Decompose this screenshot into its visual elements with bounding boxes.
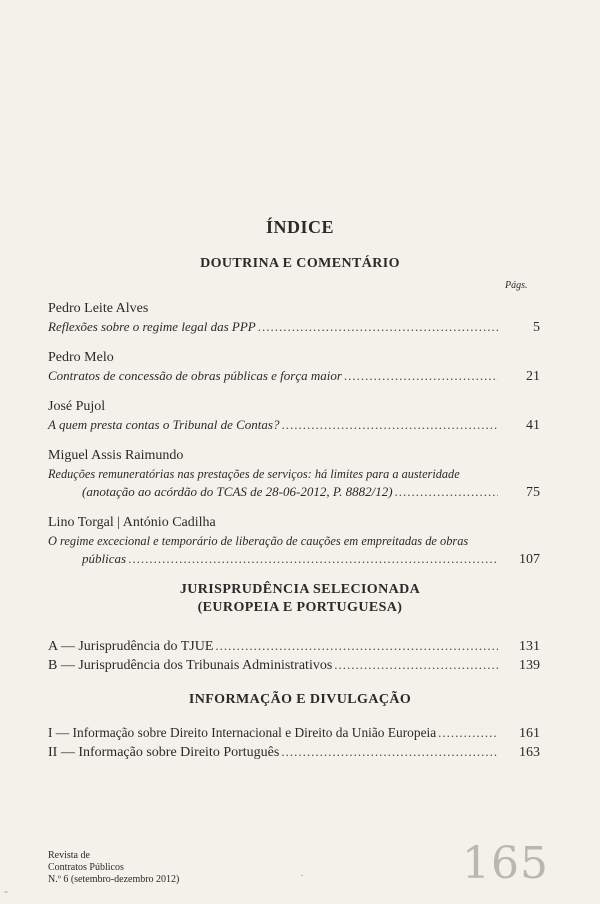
entry-page: 163 [519, 745, 540, 760]
entry-author: Lino Torgal | António Cadilha [48, 515, 216, 530]
leader-dots [281, 416, 498, 434]
footer-line3: N.º 6 (setembro-dezembro 2012) [48, 874, 180, 885]
entry-author: Pedro Leite Alves [48, 301, 149, 316]
leader-dots [344, 367, 498, 385]
toc-entry [48, 637, 540, 675]
toc-entry [48, 724, 540, 762]
entry-page: 161 [519, 726, 540, 741]
entry-page: 107 [519, 552, 540, 567]
footer-line1: Revista de [48, 850, 90, 861]
entry-author: Pedro Melo [48, 350, 114, 365]
entry-title-line1: Reduções remuneratórias nas prestações de serviços: há limites para a austeridade [48, 467, 460, 481]
entry-page: 139 [519, 658, 540, 673]
toc-entry [48, 447, 540, 502]
entry-author: José Pujol [48, 399, 106, 414]
leader-dots [281, 743, 498, 761]
toc-entry [48, 398, 540, 435]
entry-title-line2: (anotação ao acórdão do TCAS de 28-06-2012, P. 8882/12) [82, 484, 393, 499]
footer-line2: Contratos Públicos [48, 862, 124, 873]
entry-page: 131 [519, 639, 540, 654]
print-mark: - [4, 884, 8, 898]
section-heading-line2: (EUROPEIA E PORTUGUESA) [197, 600, 403, 615]
entry-title-line2: públicas [82, 551, 127, 566]
entry-page: 21 [526, 369, 540, 384]
section-heading-informacao: INFORMAÇÃO E DIVULGAÇÃO [188, 692, 412, 707]
toc-entry [48, 349, 540, 386]
entry-page: 5 [533, 320, 540, 335]
journal-footer [48, 850, 179, 886]
entry-label: B — Jurisprudência dos Tribunais Administrativos [48, 658, 333, 673]
entry-label: A — Jurisprudência do TJUE [48, 639, 214, 654]
page-number: 165 [462, 838, 549, 889]
leader-dots [258, 318, 498, 336]
leader-dots [334, 656, 498, 674]
section-heading-jurisprudencia [0, 581, 600, 617]
page-title: ÍNDICE [265, 217, 334, 237]
toc-entry [48, 514, 540, 569]
entry-page: 75 [526, 485, 540, 500]
leader-dots [128, 550, 498, 568]
section-heading-doutrina: DOUTRINA E COMENTÁRIO [200, 256, 400, 271]
leader-dots [215, 637, 498, 655]
entry-label: II — Informação sobre Direito Português [48, 745, 280, 760]
pages-column-label: Págs. [505, 280, 528, 291]
entry-title: Reflexões sobre o regime legal das PPP [48, 319, 256, 334]
leader-dots [395, 483, 498, 501]
entry-author: Miguel Assis Raimundo [48, 448, 184, 463]
print-mark: · [300, 868, 304, 882]
section-heading-line1: JURISPRUDÊNCIA SELECIONADA [179, 582, 421, 597]
entry-title: A quem presta contas o Tribunal de Contas? [48, 417, 280, 432]
entry-label: I — Informação sobre Direito Internacional e Direito da União Europeia [48, 725, 437, 740]
entry-title-line1: O regime excecional e temporário de liberação de cauções em empreitadas de obras [48, 534, 469, 548]
entry-title: Contratos de concessão de obras públicas e força maior [48, 368, 342, 383]
toc-entry [48, 300, 540, 337]
leader-dots [438, 724, 498, 742]
entry-page: 41 [526, 418, 540, 433]
